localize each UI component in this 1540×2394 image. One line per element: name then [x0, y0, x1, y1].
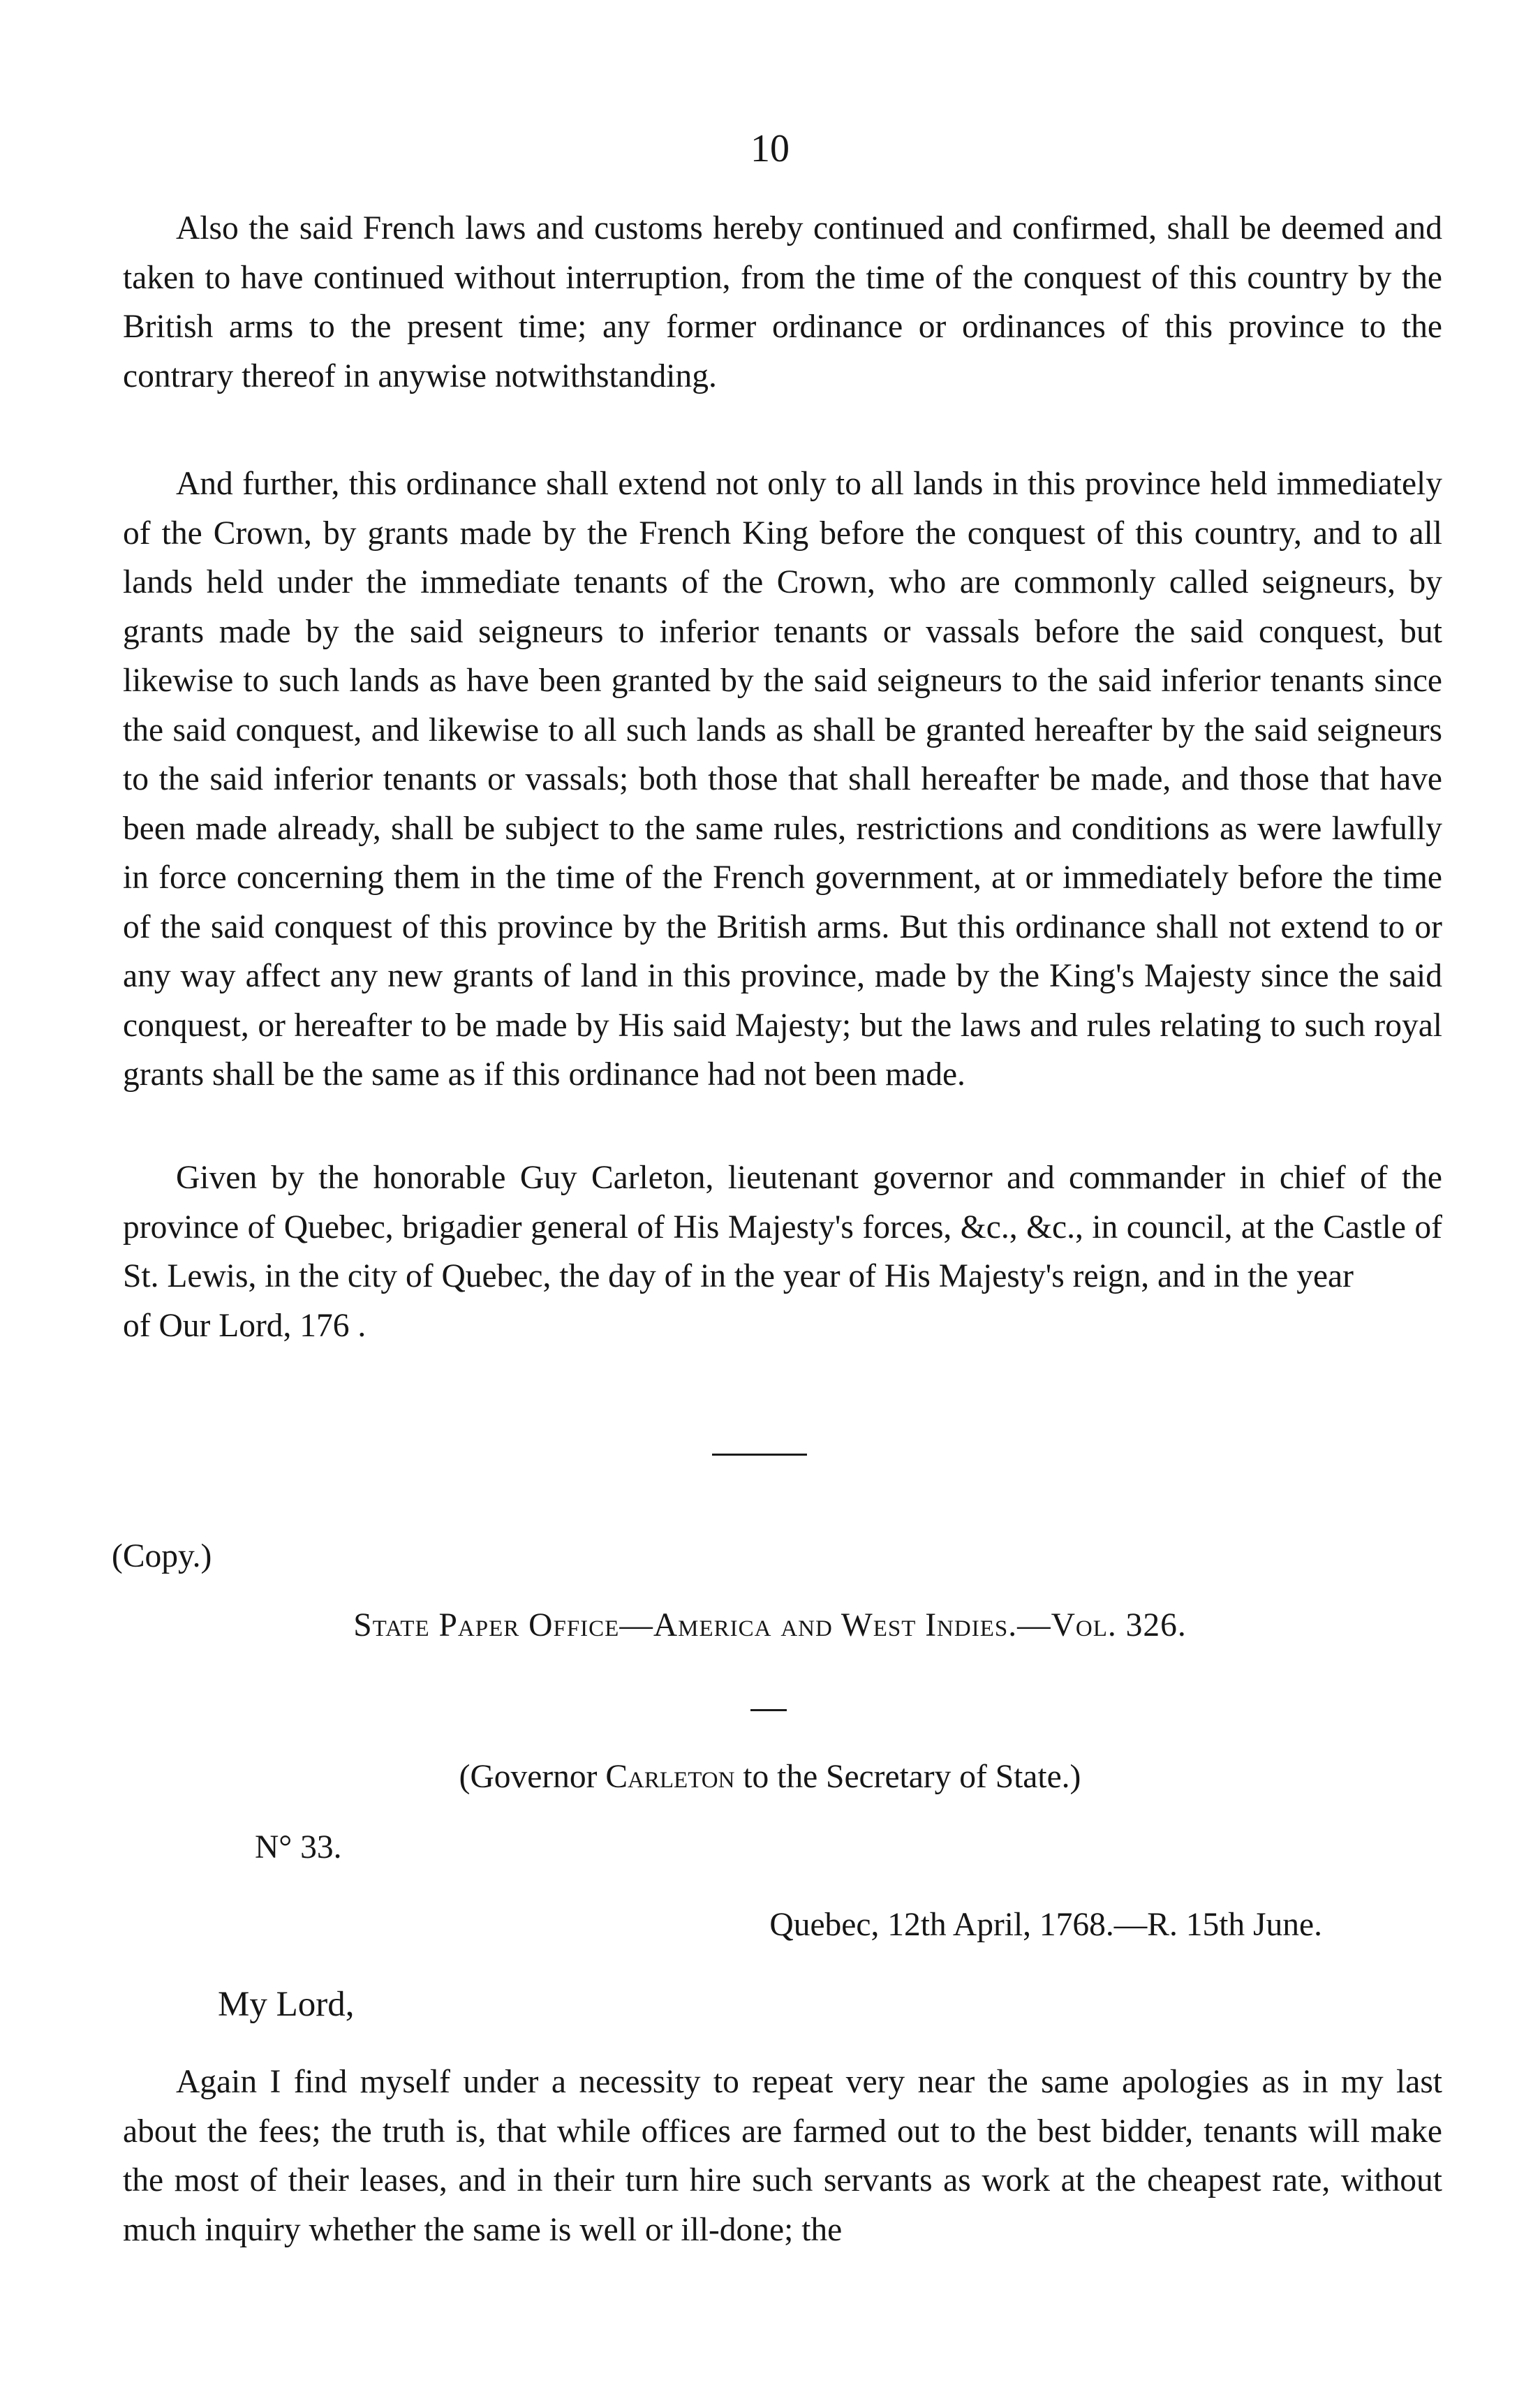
- copy-label: (Copy.): [112, 1538, 212, 1574]
- letter-dateline: Quebec, 12th April, 1768.—R. 15th June.: [769, 1907, 1322, 1943]
- ordinance-paragraph-given-by: [123, 1153, 1442, 1350]
- letter-salutation: My Lord,: [218, 1985, 355, 2024]
- letter-heading-close: to the Secretary of State.): [734, 1759, 1081, 1795]
- letter-heading-name: Carleton: [605, 1759, 735, 1795]
- archive-source-heading: State Paper Office—America and West Indies.—Vol. 326.: [353, 1607, 1187, 1643]
- letter-body-paragraph: Again I find myself under a necessity to repeat very near the same apologies as in my last about the fees; the truth is, that while offices are farmed out to the best bidder, tenants will make the most of their leases, and in their turn hire such servants as work at the cheapest rate, without much inquiry whether the same is well or ill-done; the: [123, 2064, 1442, 2248]
- letter-number: N° 33.: [255, 1829, 342, 1865]
- section-divider: [712, 1454, 807, 1456]
- page-number: 10: [750, 127, 790, 170]
- heading-divider: [750, 1709, 787, 1711]
- given-by-year-line: of Our Lord, 176 .: [123, 1307, 367, 1344]
- ordinance-paragraph-lands: And further, this ordinance shall extend not only to all lands in this province held immediately of the Crown, by grants made by the French King before the conquest of this country, and to all lands held under the immediate tenants of the Crown, who are commonly called seigneurs, by grants made by the said seigneurs to inferior tenants or vassals before the said conquest, but likewise to such lands as have been granted by the said seigneurs to the said inferior tenants since the said conquest, and likewise to all such lands as shall be granted hereafter by the said seigneurs to the said inferior tenants or vassals; both those that shall hereafter be made, and those that have been made already, shall be subject to the same rules, restrictions and conditions as were lawfully in force concerning them in the time of the French government, at or immediately before the time of the said conquest of this province by the British arms. But this ordinance shall not extend to or any way affect any new grants of land in this province, made by the King's Majesty since the said conquest, or hereafter to be made by His said Majesty; but the laws and rules relating to such royal grants shall be the same as if this ordinance had not been made.: [123, 466, 1442, 1093]
- letter-heading-open: (Governor: [459, 1759, 606, 1795]
- ordinance-paragraph-continuation: Also the said French laws and customs hereby continued and confirmed, shall be deemed and taken to have continued without interruption, from the time of the conquest of this country by the British arms to the present time; any former ordinance or ordinances of this province to the contrary thereof in anywise notwithstanding.: [123, 210, 1442, 394]
- given-by-text: Given by the honorable Guy Carleton, lieutenant governor and commander in chief of the province of Quebec, brigadier general of His Majesty's forces, &c., &c., in council, at the Castle of St. Lewis, in the city of Quebec, the day of in the year of His Majesty's reign, and in the year: [123, 1160, 1442, 1294]
- letter-heading: [0, 1752, 1540, 1801]
